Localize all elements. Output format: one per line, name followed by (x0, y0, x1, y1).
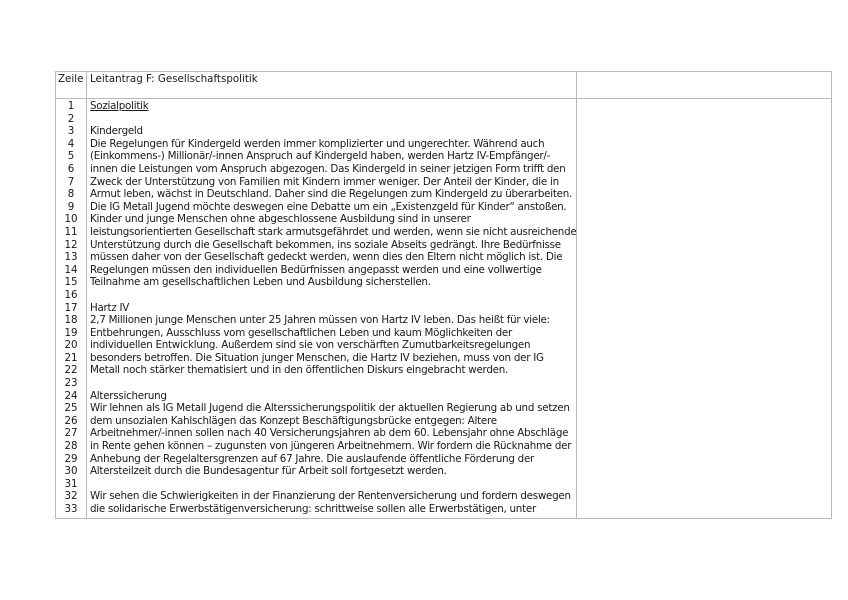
line-number: 18 (64, 314, 78, 327)
document-table (55, 71, 832, 519)
line-number: 22 (64, 364, 78, 377)
line-number: 19 (64, 326, 78, 339)
line-number: 8 (67, 188, 75, 201)
column-divider-comments (576, 72, 577, 518)
text-line: Armut leben, wächst in Deutschland. Daher sind die Regelungen zum Kindergeld zu überarbeiten. (90, 188, 573, 201)
line-number: 15 (64, 276, 78, 289)
line-number: 27 (64, 427, 78, 440)
text-line: die solidarische Erwerbstätigenversicherung: schrittweise sollen alle Erwerbstätigen, unter (90, 503, 536, 515)
line-number: 6 (67, 162, 75, 175)
text-line: Die IG Metall Jugend möchte deswegen eine Debatte um ein „Existenzgeld für Kinder“ anstoßen. (90, 200, 567, 213)
line-number: 11 (64, 225, 78, 238)
line-number: 26 (64, 414, 78, 427)
line-number: 1 (67, 100, 75, 112)
line-number: 9 (67, 200, 75, 213)
text-line: Unterstützung durch die Gesellschaft bekommen, ins soziale Abseits gedrängt. Ihre Bedürfnisse (90, 238, 561, 251)
text-line: Wir sehen die Schwierigkeiten in der Finanzierung der Rentenversicherung und fordern deswegen (90, 490, 571, 503)
text-line: Teilnahme am gesellschaftlichen Leben und Ausbildung sicherstellen. (90, 276, 431, 289)
line-number: 21 (64, 351, 78, 364)
line-number: 17 (64, 301, 78, 314)
text-line: Alterssicherung (90, 389, 167, 402)
text-line: Wir lehnen als IG Metall Jugend die Alterssicherungspolitik der aktuellen Regierung ab und setzen (90, 402, 570, 415)
line-number: 28 (64, 440, 78, 453)
column-header-title: Leitantrag F: Gesellschaftspolitik (90, 73, 258, 85)
line-number: 13 (64, 251, 78, 264)
line-number: 7 (67, 175, 75, 188)
line-number-column (56, 100, 86, 516)
text-line: besonders betroffen. Die Situation junger Menschen, die Hartz IV beziehen, muss von der IG (90, 351, 544, 364)
line-number: 4 (67, 137, 75, 150)
text-line: Die Regelungen für Kindergeld werden immer komplizierter und ungerechter. Während auch (90, 137, 545, 150)
text-line (90, 377, 576, 390)
line-number: 14 (64, 263, 78, 276)
text-line: Arbeitnehmer/-innen sollen nach 40 Versicherungsjahren ab dem 60. Lebensjahr ohne Abschläge (90, 427, 569, 440)
column-header-zeile: Zeile (58, 73, 84, 85)
text-line: Entbehrungen, Ausschluss vom gesellschaftlichen Leben und kaum Möglichkeiten der (90, 326, 512, 339)
text-line: Anhebung der Regelaltersgrenzen auf 67 Jahre. Die auslaufende öffentliche Förderung der (90, 452, 535, 465)
column-divider-zeile (86, 72, 87, 518)
text-line: Kinder und junge Menschen ohne abgeschlossene Ausbildung sind in unserer (90, 213, 471, 226)
text-line: Sozialpolitik (90, 100, 149, 112)
line-number: 5 (67, 150, 75, 163)
line-number: 23 (64, 377, 78, 390)
line-number: 3 (67, 125, 75, 138)
text-line (90, 478, 576, 491)
text-line (90, 289, 576, 302)
line-number: 2 (67, 112, 75, 125)
header-row-divider (56, 98, 831, 99)
line-number: 20 (64, 339, 78, 352)
text-line: in Rente gehen können – zugunsten von jüngeren Arbeitnehmern. Wir fordern die Rücknahme der (90, 440, 572, 453)
text-line: Kindergeld (90, 125, 143, 138)
line-number: 31 (64, 477, 78, 490)
line-number: 30 (64, 465, 78, 478)
text-line: Altersteilzeit durch die Bundesagentur für Arbeit soll fortgesetzt werden. (90, 465, 447, 478)
text-column (90, 100, 576, 516)
text-line: Hartz IV (90, 301, 130, 314)
text-line: individuellen Entwicklung. Außerdem sind sie von verschärften Zumutbarkeitsregelungen (90, 339, 531, 352)
text-line: Regelungen müssen den individuellen Bedürfnissen angepasst werden und eine vollwertige (90, 263, 542, 276)
text-line: Metall noch stärker thematisiert und in den öffentlichen Diskurs eingebracht werden. (90, 364, 508, 377)
line-number: 16 (64, 288, 78, 301)
line-number: 25 (64, 402, 78, 415)
line-number: 10 (64, 213, 78, 226)
line-number: 12 (64, 238, 78, 251)
text-line: leistungsorientierten Gesellschaft stark armutsgefährdet und werden, wenn sie nicht ausreichende (90, 225, 576, 238)
text-line: Zweck der Unterstützung von Familien mit Kindern immer weniger. Der Anteil der Kinder, die in (90, 175, 559, 188)
text-line: innen die Leistungen vom Anspruch abgezogen. Das Kindergeld in seiner jetzigen Form trifft den (90, 162, 566, 175)
text-line: müssen daher von der Gesellschaft gedeckt werden, wenn dies den Eltern nicht möglich ist. Die (90, 251, 563, 264)
text-line: (Einkommens-) Millionär/-innen Anspruch auf Kindergeld haben, werden Hartz IV-Empfänger/- (90, 150, 551, 163)
line-number: 24 (64, 389, 78, 402)
text-line: 2,7 Millionen junge Menschen unter 25 Jahren müssen von Hartz IV leben. Das heißt für viele: (90, 314, 550, 327)
text-line (90, 113, 576, 126)
line-number: 33 (64, 503, 78, 515)
text-line: dem unsozialen Kahlschlägen das Konzept Beschäftigungsbrücke entgegen: Ältere (90, 414, 497, 427)
line-number: 32 (64, 490, 78, 503)
line-number: 29 (64, 452, 78, 465)
